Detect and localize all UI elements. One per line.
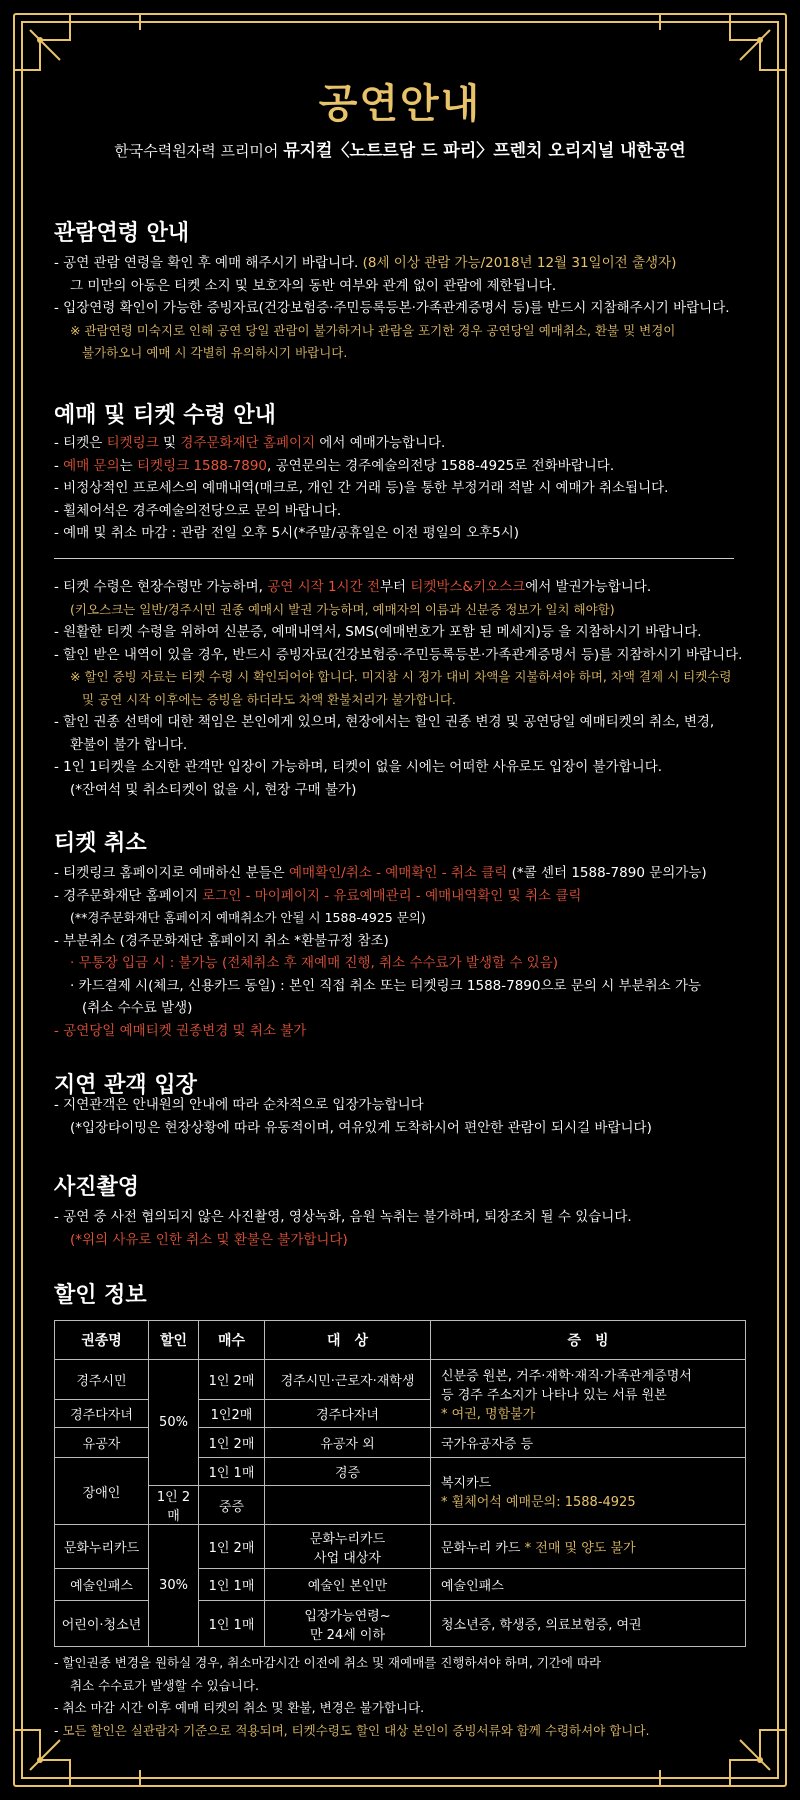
text-highlight: 모든 할인은 실관람자 기준으로 적용되며, 티켓수령도 할인 대상 본인이 증빙서류와 함께 수령하셔야 합니다. [62,1722,650,1738]
age-warning: 불가하오니 예매 시 각별히 유의하시기 바랍니다. [82,345,348,360]
text: - 티켓링크 홈페이지로 예매하신 분들은 [54,865,289,881]
target-line: 사업 대상자 [314,1550,381,1566]
section-heading-photo: 사진촬영 [54,1175,140,1200]
text-highlight: 티켓박스&키오스크 [410,579,526,595]
proof-line: 신분증 원본, 거주·재학·재직·가족관계증명서 [441,1369,692,1384]
ticket-type: 문화누리카드 [55,1525,149,1569]
text-highlight: 공연 시작 1시간 전 [267,579,380,595]
ticket-proof: 청소년증, 학생증, 의료보험증, 여권 [431,1601,746,1647]
ticket-qty: 1인 2매 [149,1486,199,1525]
ticket-type: 예술인패스 [55,1569,149,1601]
text: - [54,457,64,474]
booking-line [54,455,764,478]
pickup-warning: 및 공연 시작 이후에는 증빙을 하더라도 차액 환불처리가 불가합니다. [82,691,456,707]
proof-note: * 여권, 명함불가 [441,1407,536,1422]
column-header: 할인 [149,1321,199,1360]
age-line: 그 미만의 아동은 티켓 소지 및 보호자의 동반 여부와 관계 없이 관람에 제한됩니다. [70,277,557,294]
table-header-row [55,1321,746,1360]
ticket-qty: 1인 2매 [199,1525,265,1569]
cancel-line [54,862,764,885]
column-header: 매수 [199,1321,265,1360]
column-header: 대 상 [265,1321,431,1360]
late-line: (*입장타이밍은 현장상황에 따라 유동적이며, 여유있게 도착하시어 편안한 관람이 되시길 바랍니다) [70,1119,652,1136]
cancel-line: (**경주문화재단 홈페이지 예매취소가 안될 시 1588-4925 문의) [70,910,426,925]
age-line: - 입장연령 확인이 가능한 증빙자료(건강보험증·주민등록등본·가족관계증명서 등)를 반드시 지참해주시기 바랍니다. [54,300,730,316]
photo-line: - 공연 중 사전 협의되지 않은 사진촬영, 영상녹화, 음원 녹취는 불가하며, 퇴장조치 될 수 있습니다. [54,1209,632,1225]
ticket-proof: 예술인패스 [431,1569,746,1601]
discount-note: - 할인권종 변경을 원하실 경우, 취소마감시간 이전에 취소 및 재예매를 진행하셔야 하며, 기간에 따라 [54,1655,602,1670]
text: 에서 발권가능합니다. [525,579,652,595]
ticket-target: 예술인 본인만 [265,1569,431,1601]
late-line: - 지연관객은 안내원의 안내에 따라 순차적으로 입장가능합니다 [54,1097,424,1113]
proof-line: 등 경주 주소지가 나타나 있는 서류 원본 [441,1388,667,1403]
booking-notice [54,432,764,545]
ticket-proof [431,1360,746,1428]
pickup-line: 환불이 불가 합니다. [70,736,188,753]
text: (*콜 센터 1588-7890 문의가능) [507,865,707,881]
discount-note: - 취소 마감 시간 이후 예매 티켓의 취소 및 환불, 변경은 불가합니다. [54,1700,425,1715]
discount-rate: 50% [149,1360,199,1486]
cancel-line [54,885,764,908]
age-notice [54,252,764,365]
photo-notice [54,1206,764,1251]
ticket-type: 유공자 [55,1428,149,1458]
text: 부터 [379,579,411,595]
ticket-target: 중증 [199,1486,265,1525]
cancel-line: · 무통장 입금 시 : 불가능 (전체취소 후 재예매 진행, 취소 수수료가 발생할 수 있음) [70,955,559,971]
cancel-line: - 부분취소 (경주문화재단 홈페이지 취소 *환불규정 참조) [54,932,389,949]
ticket-type: 장애인 [55,1458,149,1525]
text-highlight: 예매 문의 [63,457,120,474]
proof-line: 복지카드 [441,1476,492,1491]
section-heading-cancel: 티켓 취소 [54,831,147,856]
target-line: 만 24세 이하 [309,1627,386,1643]
text: - 티켓 수령은 현장수령만 가능하며, [54,579,268,595]
text: , 공연문의는 경주예술의전당 1588-4925로 전화바랍니다. [267,457,615,474]
pickup-notice [54,576,764,801]
ticket-type: 어린이·청소년 [55,1601,149,1647]
photo-line: (*위의 사유로 인한 취소 및 환불은 불가합니다) [70,1231,348,1248]
booking-line [54,432,764,455]
proof-note: * 전매 및 양도 불가 [524,1541,636,1556]
proof-note: * 휠체어석 예매문의: 1588-4925 [441,1495,636,1510]
cancel-notice [54,862,764,1042]
table-row [55,1525,746,1569]
booking-line: - 예매 및 취소 마감 : 관람 전일 오후 5시(*주말/공휴일은 이전 평일의 오후5시) [54,525,520,541]
pickup-warning: ※ 할인 증빙 자료는 티켓 수령 시 확인되어야 합니다. 미지참 시 정가 대비 차액을 지불하셔야 하며, 차액 결제 시 티켓수령 [70,669,732,684]
ticket-qty: 1인 1매 [199,1458,265,1486]
ticket-qty: 1인 2매 [199,1428,265,1458]
text-highlight: 로그인 - 마이페이지 - 유료예매관리 - 예매내역확인 및 취소 클릭 [202,887,582,904]
ticket-target: 경주시민·근로자·재학생 [265,1360,431,1400]
cancel-line: (취소 수수료 발생) [82,1000,193,1016]
target-line: 문화누리카드 [309,1531,386,1547]
text-highlight: (8세 이상 관람 가능/2018년 12월 31일이전 출생자) [362,255,677,271]
section-heading-age: 관람연령 안내 [54,221,190,246]
page-title: 공연안내 [318,81,482,127]
booking-line: - 비정상적인 프로세스의 예매내역(매크로, 개인 간 거래 등)을 통한 부정거래 적발 시 예매가 취소됩니다. [54,480,669,496]
ticketlink-link[interactable]: 티켓링크 [106,435,159,451]
ticket-target: 경주다자녀 [265,1400,431,1428]
discount-note [54,1720,764,1743]
column-header: 증 빙 [431,1321,746,1360]
foundation-homepage-link[interactable]: 경주문화재단 홈페이지 [180,435,316,451]
text: 및 [158,435,181,451]
section-heading-discount: 할인 정보 [54,1283,147,1308]
cancel-line: - 공연당일 예매티켓 권종변경 및 취소 불가 [54,1022,307,1039]
ticket-target [265,1525,431,1569]
age-warning: ※ 관람연령 미숙지로 인해 공연 당일 관람이 불가하거나 관람을 포기한 경우 공연당일 예매취소, 환불 및 변경이 [70,322,676,338]
page-subtitle [0,136,800,161]
ticket-target: 경증 [265,1458,431,1486]
booking-line: - 휠체어석은 경주예술의전당으로 문의 바랍니다. [54,502,342,519]
text: - 경주문화재단 홈페이지 [54,887,203,904]
discount-notes [54,1652,764,1742]
subtitle-post: 프렌치 오리지널 내한공연 [493,141,686,161]
text: - 공연 관람 연령을 확인 후 예매 해주시기 바랍니다. [54,255,363,271]
pickup-line [54,576,764,599]
section-heading-booking: 예매 및 티켓 수령 안내 [54,403,276,428]
section-heading-late: 지연 관객 입장 [54,1073,197,1098]
ticket-qty: 1인 1매 [199,1601,265,1647]
divider [54,558,734,559]
pickup-line: - 할인 권종 선택에 대한 책임은 본인에게 있으며, 현장에서는 할인 권종 변경 및 공연당일 예매티켓의 취소, 변경, [54,714,715,730]
ticket-qty: 1인 1매 [199,1569,265,1601]
text-highlight: 예매확인/취소 - 예매확인 - 취소 클릭 [288,865,508,881]
ticket-proof [431,1458,746,1525]
ticket-qty: 1인2매 [199,1400,265,1428]
text: - 티켓은 [54,435,107,451]
ticket-proof: 국가유공자증 등 [431,1428,746,1458]
subtitle-pre: 한국수력원자력 프리미어 [114,142,284,160]
pickup-note: (키오스크는 일반/경주시민 권종 예매시 발권 가능하며, 예매자의 이름과 신분증 정보가 일치 해야함) [70,601,615,617]
cancel-line: · 카드결제 시(체크, 신용카드 동일) : 본인 직접 취소 또는 티켓링크 1588-7890으로 문의 시 부분취소 가능 [70,977,702,994]
pickup-line: - 원활한 티켓 수령을 위하여 신분증, 예매내역서, SMS(예매번호가 포함 된 메세지)등 을 지참하시기 바랍니다. [54,624,702,640]
pickup-line: - 1인 1티켓을 소지한 관객만 입장이 가능하며, 티켓이 없을 시에는 어떠한 사유로도 입장이 불가합니다. [54,759,663,775]
table-row [55,1360,746,1400]
age-line [54,252,764,275]
text-highlight: 티켓링크 1588-7890 [136,457,268,474]
ticket-type: 경주다자녀 [55,1400,149,1428]
discount-note: 취소 수수료가 발생할 수 있습니다. [70,1677,259,1693]
subtitle-musical: 뮤지컬〈노트르담 드 파리〉 [283,141,494,161]
discount-rate: 30% [149,1525,199,1647]
discount-table [54,1320,746,1647]
ticket-target: 유공자 외 [265,1428,431,1458]
pickup-line: (*잔여석 및 취소티켓이 없을 시, 현장 구매 불가) [70,781,357,798]
text: 에서 예매가능합니다. [315,435,446,451]
proof-text: 문화누리 카드 [441,1541,525,1556]
text: - [54,1722,63,1738]
ticket-proof [431,1525,746,1569]
column-header: 권종명 [55,1321,149,1360]
target-line: 입장가능연령~ [304,1608,391,1624]
late-notice [54,1094,764,1139]
text: 는 [119,457,137,474]
ticket-qty: 1인 2매 [199,1360,265,1400]
pickup-line: - 할인 받은 내역이 있을 경우, 반드시 증빙자료(건강보험증·주민등록등본·가족관계증명서 등)를 지참하시기 바랍니다. [54,646,743,663]
ticket-type: 경주시민 [55,1360,149,1400]
ticket-target [265,1601,431,1647]
